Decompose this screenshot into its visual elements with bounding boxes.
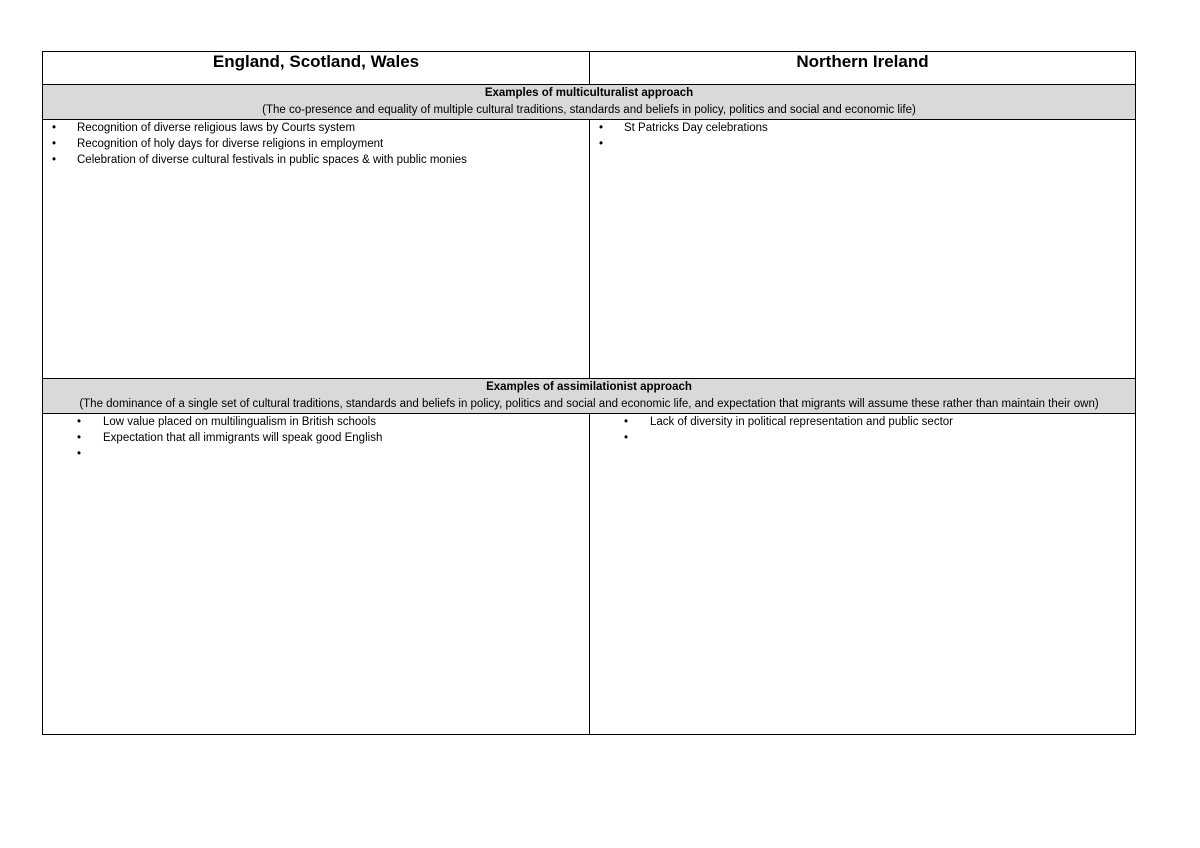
assimilationist-section-title: Examples of assimilationist approach [486,381,692,393]
column-header-england-scotland-wales: England, Scotland, Wales [43,52,590,85]
list-item [43,136,589,152]
list-item-text: Expectation that all immigrants will speak good English [103,432,383,444]
bullet-icon: • [76,448,82,460]
multiculturalist-section-header [43,85,1136,120]
list-item-text: St Patricks Day celebrations [624,122,768,134]
list-item [590,414,1135,430]
list-item [43,430,589,446]
bullet-icon: • [51,122,57,134]
list-item [590,120,1135,136]
bullet-icon: • [623,416,629,428]
multiculturalist-right-list [590,120,1135,152]
bullet-icon: • [76,432,82,444]
bullet-icon: • [623,432,629,444]
list-item [43,414,589,430]
bullet-icon: • [598,122,604,134]
assimilationist-section-header [43,379,1136,414]
list-item [43,152,589,168]
list-item-text: Low value placed on multilingualism in British schools [103,416,376,428]
column-header-row [43,52,1136,85]
assimilationist-section-row [43,379,1136,414]
assimilationist-section-description: (The dominance of a single set of cultural traditions, standards and beliefs in policy, politics and social and economic life, and expectation that migrants will assume these rather than maintain their own) [79,398,1099,410]
multiculturalist-content-row [43,120,1136,379]
multiculturalist-section-description: (The co-presence and equality of multiple cultural traditions, standards and beliefs in policy, politics and social and economic life) [262,104,916,116]
list-item [43,120,589,136]
multiculturalist-left-cell [43,120,590,379]
comparison-table [42,51,1136,735]
list-item [590,430,1135,446]
assimilationist-right-cell [590,414,1136,735]
bullet-icon: • [76,416,82,428]
assimilationist-left-list [43,414,589,462]
list-item [590,136,1135,152]
multiculturalist-right-cell [590,120,1136,379]
multiculturalist-section-row [43,85,1136,120]
bullet-icon: • [598,138,604,150]
bullet-icon: • [51,154,57,166]
list-item-text: Lack of diversity in political representation and public sector [650,416,953,428]
list-item-text: Recognition of diverse religious laws by Courts system [77,122,356,134]
assimilationist-right-list [590,414,1135,446]
list-item-text: Celebration of diverse cultural festivals in public spaces & with public monies [77,154,467,166]
multiculturalist-left-list [43,120,589,168]
column-header-northern-ireland: Northern Ireland [590,52,1136,85]
assimilationist-content-row [43,414,1136,735]
assimilationist-left-cell [43,414,590,735]
bullet-icon: • [51,138,57,150]
multiculturalist-section-title: Examples of multiculturalist approach [484,87,694,99]
list-item-text: Recognition of holy days for diverse religions in employment [77,138,384,150]
list-item [43,446,589,462]
